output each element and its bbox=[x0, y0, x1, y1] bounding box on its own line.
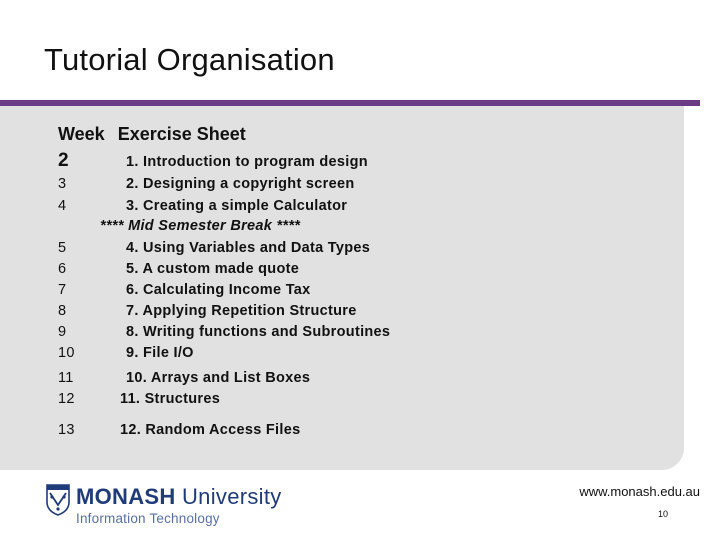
exercise-title: 5. A custom made quote bbox=[126, 261, 300, 277]
week-number: 2 bbox=[58, 150, 69, 171]
exercise-column-header: Exercise Sheet bbox=[117, 124, 246, 144]
exercise-title: 2. Designing a copyright screen bbox=[126, 176, 355, 192]
table-heading bbox=[58, 124, 246, 145]
logo-university: University bbox=[175, 484, 282, 509]
logo-monash: MONASH bbox=[76, 484, 176, 509]
mid-semester-break: **** Mid Semester Break **** bbox=[100, 218, 301, 234]
logo-wordmark bbox=[76, 484, 282, 510]
exercise-title: 6. Calculating Income Tax bbox=[126, 282, 311, 298]
exercise-title: 10. Arrays and List Boxes bbox=[126, 370, 311, 386]
exercise-title: 4. Using Variables and Data Types bbox=[126, 240, 371, 256]
week-number: 5 bbox=[58, 240, 67, 256]
exercise-title: 7. Applying Repetition Structure bbox=[126, 303, 357, 319]
week-number: 4 bbox=[58, 198, 67, 214]
week-column-header: Week bbox=[58, 124, 105, 144]
week-number: 11 bbox=[58, 370, 74, 386]
monash-crest-icon bbox=[46, 484, 70, 521]
exercise-title: 1. Introduction to program design bbox=[126, 154, 368, 170]
week-number: 7 bbox=[58, 282, 67, 298]
footer-url: www.monash.edu.au bbox=[579, 484, 700, 499]
week-number: 13 bbox=[58, 422, 75, 438]
week-number: 10 bbox=[58, 345, 75, 361]
page-number: 10 bbox=[657, 509, 668, 519]
slide-title: Tutorial Organisation bbox=[44, 42, 335, 77]
week-number: 12 bbox=[58, 391, 75, 407]
exercise-title: 9. File I/O bbox=[126, 345, 194, 361]
exercise-title: 11. Structures bbox=[120, 391, 221, 407]
week-number: 9 bbox=[58, 324, 67, 340]
logo-faculty: Information Technology bbox=[76, 511, 220, 526]
exercise-title: 12. Random Access Files bbox=[120, 422, 301, 438]
monash-logo-text bbox=[76, 484, 282, 526]
exercise-title: 3. Creating a simple Calculator bbox=[126, 198, 348, 214]
week-number: 6 bbox=[58, 261, 67, 277]
week-number: 8 bbox=[58, 303, 67, 319]
week-number: 3 bbox=[58, 176, 67, 192]
exercise-title: 8. Writing functions and Subroutines bbox=[126, 324, 391, 340]
